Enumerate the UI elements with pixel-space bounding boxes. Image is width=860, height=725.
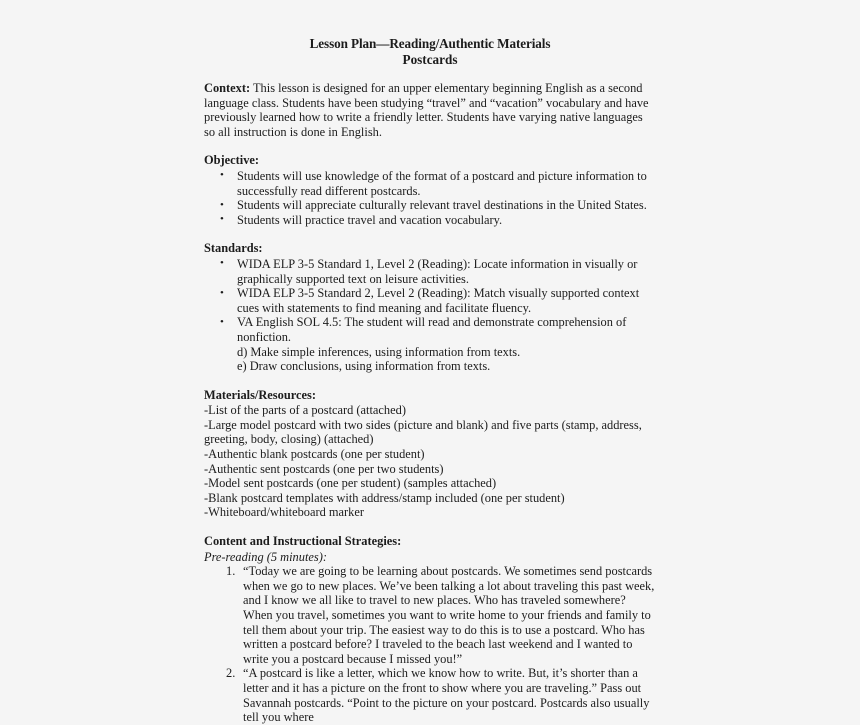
- document-subtitle: Postcards: [402, 51, 458, 67]
- context-paragraph: [204, 81, 656, 139]
- list-item: -Whiteboard/whiteboard marker: [204, 505, 364, 520]
- materials-section: [204, 388, 656, 520]
- standards-heading: Standards:: [204, 241, 263, 256]
- materials-heading: Materials/Resources:: [204, 387, 316, 402]
- context-label: Context:: [204, 81, 251, 95]
- list-item: -Large model postcard with two sides (picture and blank) and five parts (stamp, address, greeting, body, closing) (attached): [204, 417, 642, 447]
- objective-heading: Objective:: [204, 153, 260, 168]
- strategies-section: [204, 534, 656, 725]
- document-title: Lesson Plan—Reading/Authentic Materials: [309, 36, 551, 51]
- list-item: -Authentic blank postcards (one per student): [204, 447, 425, 462]
- standards-subitem: d) Make simple inferences, using information from texts.: [237, 344, 521, 359]
- standards-list: [204, 257, 656, 374]
- list-item-text: VA English SOL 4.5: The student will read and demonstrate comprehension of nonfiction.: [237, 315, 627, 344]
- list-item: “Today we are going to be learning about postcards. We sometimes send postcards when we go to new places. We’ve been talking a lot about traveling this past week, and I know we all like to travel to new places. Who has traveled somewhere? When you travel, sometimes you want to write home to your friends and family to tell them about your trip. The easiest way to do this is to use a postcard. Who has written a postcard before? I traveled to the beach last weekend and I wanted to write you a postcard because I missed you!”: [243, 564, 655, 666]
- list-item: • WIDA ELP 3-5 Standard 2, Level 2 (Reading): Match visually supported context cues with statements to find meaning and facilitate fluency.: [204, 286, 656, 315]
- strategies-subheading: Pre-reading (5 minutes):: [204, 549, 327, 564]
- strategies-heading: Content and Instructional Strategies:: [204, 534, 402, 549]
- list-item: • Students will use knowledge of the format of a postcard and picture information to successfully read different postcards.: [204, 169, 656, 198]
- list-item: • Students will appreciate culturally relevant travel destinations in the United States.: [204, 198, 656, 213]
- list-item: [204, 315, 656, 373]
- list-item: -Blank postcard templates with address/stamp included (one per student): [204, 490, 565, 505]
- context-section: [204, 81, 656, 139]
- list-item: -Model sent postcards (one per student) (samples attached): [204, 476, 497, 491]
- strategies-steps: [204, 564, 656, 725]
- context-text: This lesson is designed for an upper elementary beginning English as a second language class. Students have been studying “travel” and “vacation” vocabulary and have previously learned how to write a friendly letter. Students have varying native languages so all instruction is done in English.: [204, 81, 649, 139]
- list-item: -Authentic sent postcards (one per two students): [204, 461, 444, 476]
- list-item: • Students will practice travel and vacation vocabulary.: [204, 213, 656, 228]
- list-item: • WIDA ELP 3-5 Standard 1, Level 2 (Reading): Locate information in visually or graphically supported text on leisure activities.: [204, 257, 656, 286]
- list-item: -List of the parts of a postcard (attached): [204, 403, 406, 418]
- standards-subitem: e) Draw conclusions, using information from texts.: [237, 359, 491, 374]
- list-item: “A postcard is like a letter, which we know how to write. But, it’s shorter than a letter and it has a picture on the front to show where you are traveling.” Pass out Savannah postcards. “Point to the picture on your postcard. Postcards also usually tell you where: [243, 666, 650, 725]
- objective-section: [204, 153, 656, 227]
- objective-list: [204, 169, 656, 227]
- standards-section: [204, 241, 656, 373]
- materials-list: [204, 403, 656, 520]
- document-body: [204, 36, 656, 725]
